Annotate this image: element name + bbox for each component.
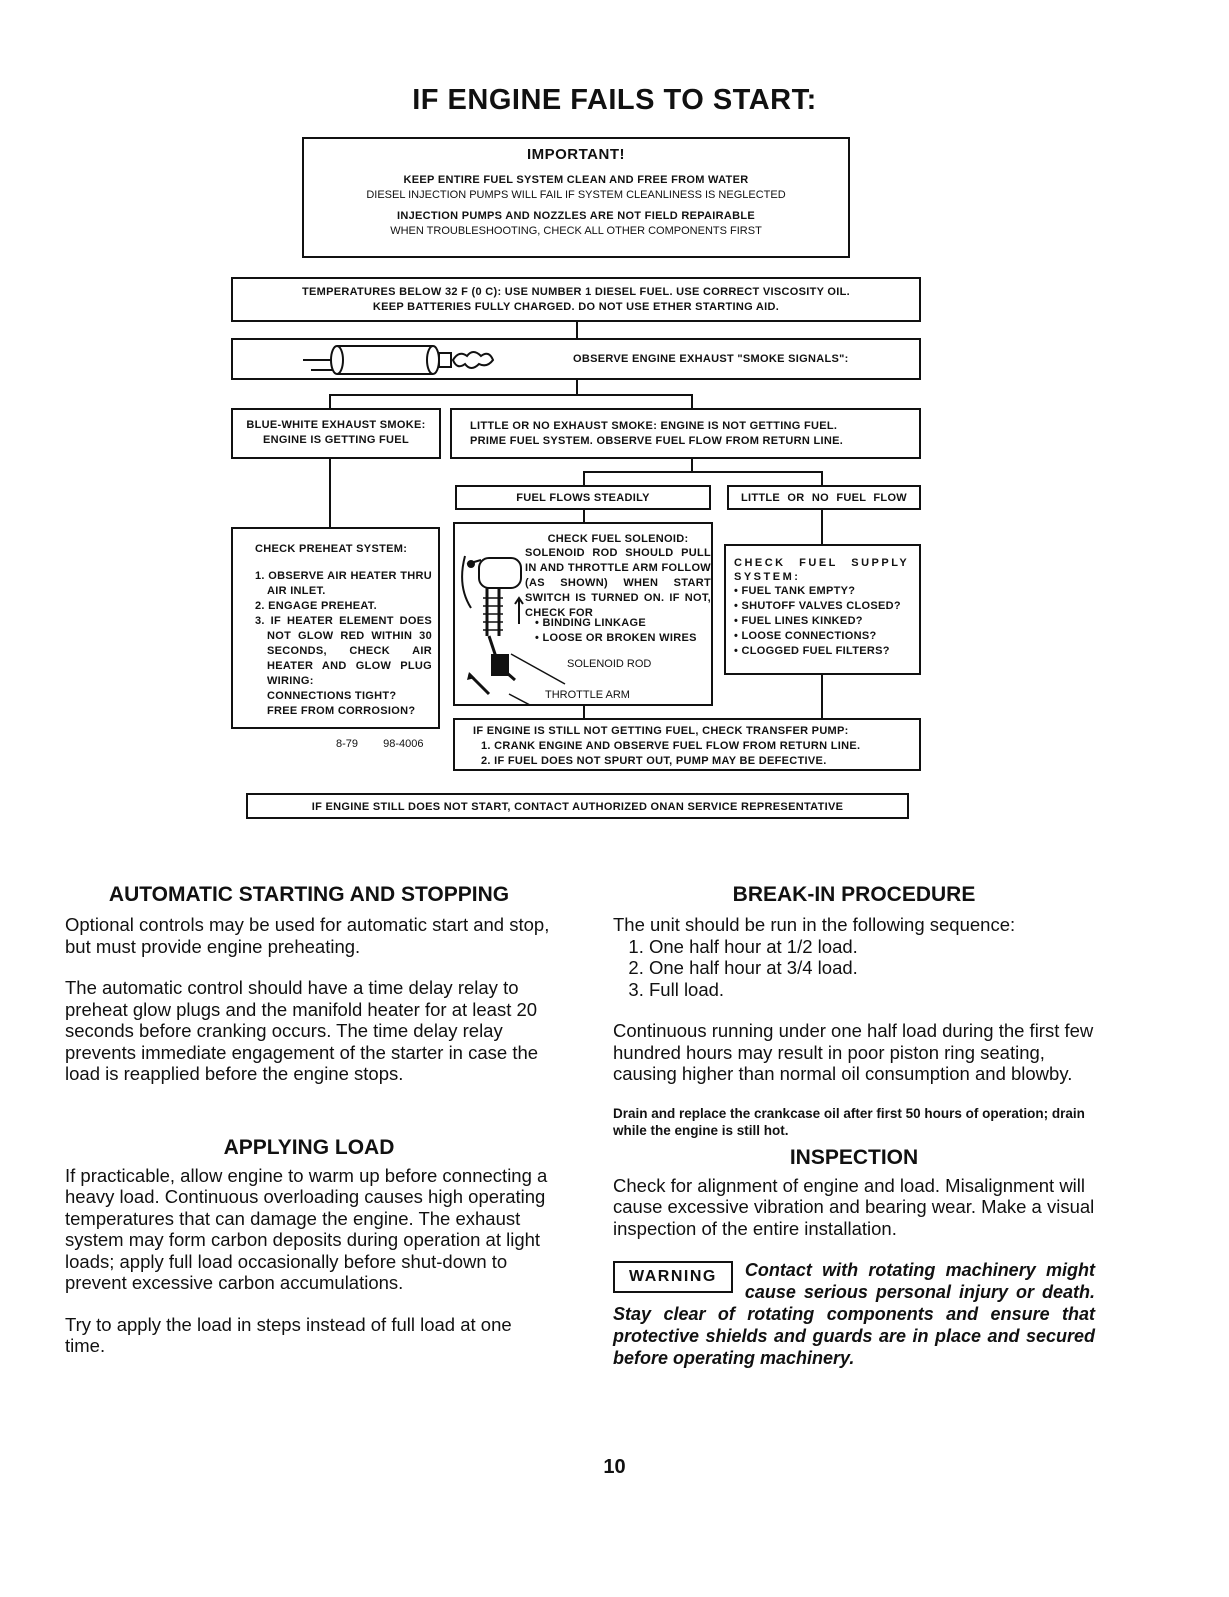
muffler-illustration [303, 343, 533, 377]
temperatures-line-2: KEEP BATTERIES FULLY CHARGED. DO NOT USE ETHER STARTING AID. [372, 301, 780, 313]
little-smoke-line-2: PRIME FUEL SYSTEM. OBSERVE FUEL FLOW FROM RETURN LINE. [470, 435, 844, 447]
connector [576, 380, 578, 395]
blue-white-line-2: ENGINE IS GETTING FUEL [263, 434, 409, 446]
warning-badge: WARNING [613, 1261, 733, 1293]
applying-load-paragraph-1: If practicable, allow engine to warm up before connecting a heavy load. Continuous overloading causes high operating temperatures that can damage the engine. The exhaust system may form carbon deposits during operation at light loads; apply full load occasionally before shut-down to prevent excessive carbon accumulations. [65, 1164, 548, 1293]
transfer-pump-box [453, 718, 921, 771]
fuel-supply-item: • SHUTOFF VALVES CLOSED? [734, 599, 913, 614]
little-fuel-flow-label: LITTLE OR NO FUEL FLOW [741, 492, 907, 504]
important-line-1: KEEP ENTIRE FUEL SYSTEM CLEAN AND FREE FROM WATER [403, 174, 749, 186]
automatic-paragraph-1: Optional controls may be used for automatic start and stop, but must provide engine preheating. [65, 914, 550, 957]
solenoid-illustration [457, 544, 567, 704]
automatic-heading: AUTOMATIC STARTING AND STOPPING [108, 883, 510, 906]
important-line-3: INJECTION PUMPS AND NOZZLES ARE NOT FIELD REPAIRABLE [396, 210, 756, 222]
exhaust-box [231, 338, 921, 380]
important-box [302, 137, 850, 258]
little-smoke-box [450, 408, 921, 459]
applying-load-paragraph-2: Try to apply the load in steps instead of full load at one time. [65, 1313, 512, 1356]
throttle-arm-label: THROTTLE ARM [545, 689, 630, 701]
form-date: 8-79 [336, 738, 359, 750]
warning-text: Contact with rotating machinery might cause serious personal injury or death. Stay clear of rotating components and ensure that protective shields and guards are in place and secured before operating machinery. [613, 1260, 1095, 1368]
transfer-line-1: IF ENGINE IS STILL NOT GETTING FUEL, CHECK TRANSFER PUMP: [473, 725, 849, 737]
fuel-supply-item: • CLOGGED FUEL FILTERS? [734, 644, 913, 659]
connector [691, 394, 693, 408]
preheat-question-2: FREE FROM CORROSION? [267, 705, 416, 717]
inspection-paragraph: Check for alignment of engine and load. Misalignment will cause excessive vibration and bearing wear. Make a visual inspection of the entire installation. [613, 1174, 1095, 1239]
final-box [246, 793, 909, 819]
automatic-paragraph-2: The automatic control should have a time delay relay to preheat glow plugs and the manifold heater for at least 20 seconds before cranking occurs. The time delay relay prevents immediate engagement of the starter in case the load is reapplied before the engine stops. [65, 977, 539, 1084]
fuel-supply-item: • FUEL LINES KINKED? [734, 614, 913, 629]
preheat-question-1: CONNECTIONS TIGHT? [267, 690, 397, 702]
page-number: 10 [603, 1456, 626, 1478]
connector [821, 675, 823, 718]
break-in-heading: BREAK-IN PROCEDURE [732, 883, 976, 906]
applying-load-heading: APPLYING LOAD [223, 1135, 395, 1159]
fuel-supply-item: • FUEL TANK EMPTY? [734, 584, 913, 599]
preheat-heading: CHECK PREHEAT SYSTEM: [255, 543, 408, 555]
fuel-supply-heading: CHECK FUEL SUPPLY SYSTEM: [734, 557, 910, 583]
little-fuel-flow-box [727, 485, 921, 510]
oil-note: Drain and replace the crankcase oil after first 50 hours of operation; drain while the engine is still hot. [613, 1105, 1085, 1138]
blue-white-line-1: BLUE-WHITE EXHAUST SMOKE: [246, 419, 426, 431]
connector [576, 322, 578, 338]
connector [329, 394, 331, 408]
break-in-step: 1. One half hour at 1/2 load. [649, 936, 1095, 958]
important-heading: IMPORTANT! [526, 146, 626, 163]
solenoid-text: SOLENOID ROD SHOULD PULL IN AND THROTTLE ARM FOLLOW (AS SHOWN) WHEN START SWITCH IS TURNED ON. IF NOT, CHECK FOR [525, 547, 711, 619]
exhaust-label: OBSERVE ENGINE EXHAUST "SMOKE SIGNALS": [573, 353, 849, 365]
page-title: IF ENGINE FAILS TO START: [412, 84, 817, 116]
connector [329, 459, 331, 527]
break-in-intro: The unit should be run in the following sequence: [613, 914, 1016, 935]
little-smoke-line-1: LITTLE OR NO EXHAUST SMOKE: ENGINE IS NOT GETTING FUEL. [470, 420, 838, 432]
break-in-paragraph: Continuous running under one half load during the first few hundred hours may result in poor piston ring seating, causing higher than normal oil consumption and blowby. [613, 1020, 1094, 1084]
solenoid-bullet-wires-text: LOOSE OR BROKEN WIRES [542, 632, 697, 644]
solenoid-heading: CHECK FUEL SOLENOID: [547, 533, 689, 545]
connector [821, 510, 823, 544]
connector [329, 394, 693, 396]
solenoid-box [453, 522, 713, 706]
connector [583, 471, 585, 485]
blue-white-smoke-box [231, 408, 441, 459]
solenoid-rod-label: SOLENOID ROD [567, 658, 652, 670]
solenoid-bullet-wires: • LOOSE OR BROKEN WIRES [535, 632, 697, 644]
left-column [65, 882, 553, 1357]
connector [583, 471, 823, 473]
preheat-item-1: 1. OBSERVE AIR HEATER THRU AIR INLET. [255, 570, 432, 597]
preheat-item-3: 3. IF HEATER ELEMENT DOES NOT GLOW RED WITHIN 30 SECONDS, CHECK AIR HEATER AND GLOW PLUG WIRING: [255, 615, 432, 687]
connector [821, 471, 823, 485]
preheat-item-2: 2. ENGAGE PREHEAT. [255, 600, 377, 612]
inspection-heading: INSPECTION [789, 1145, 919, 1169]
warning-block [613, 1259, 1095, 1369]
temperatures-line-1: TEMPERATURES BELOW 32 F (0 C): USE NUMBER 1 DIESEL FUEL. USE CORRECT VISCOSITY OIL. [301, 286, 851, 298]
fuel-supply-box [724, 544, 921, 675]
form-code [336, 737, 423, 752]
fuel-flows-steadily-box [455, 485, 711, 510]
break-in-step: 3. Full load. [649, 979, 1095, 1001]
fuel-supply-item: • LOOSE CONNECTIONS? [734, 629, 913, 644]
important-line-2: DIESEL INJECTION PUMPS WILL FAIL IF SYSTEM CLEANLINESS IS NEGLECTED [366, 189, 786, 201]
transfer-line-2: 1. CRANK ENGINE AND OBSERVE FUEL FLOW FROM RETURN LINE. [481, 740, 861, 752]
important-line-4: WHEN TROUBLESHOOTING, CHECK ALL OTHER COMPONENTS FIRST [390, 225, 762, 237]
connector [583, 706, 585, 718]
break-in-step: 2. One half hour at 3/4 load. [649, 957, 1095, 979]
solenoid-bullet-binding: • BINDING LINKAGE [535, 617, 647, 629]
right-column [613, 882, 1095, 1369]
final-label: IF ENGINE STILL DOES NOT START, CONTACT AUTHORIZED ONAN SERVICE REPRESENTATIVE [311, 801, 844, 813]
form-number: 98-4006 [383, 738, 424, 750]
transfer-line-3: 2. IF FUEL DOES NOT SPURT OUT, PUMP MAY BE DEFECTIVE. [481, 755, 827, 767]
preheat-box [231, 527, 440, 729]
solenoid-bullet-binding-text: BINDING LINKAGE [542, 617, 647, 629]
temperatures-box [231, 277, 921, 322]
fuel-flows-steadily-label: FUEL FLOWS STEADILY [516, 492, 650, 504]
